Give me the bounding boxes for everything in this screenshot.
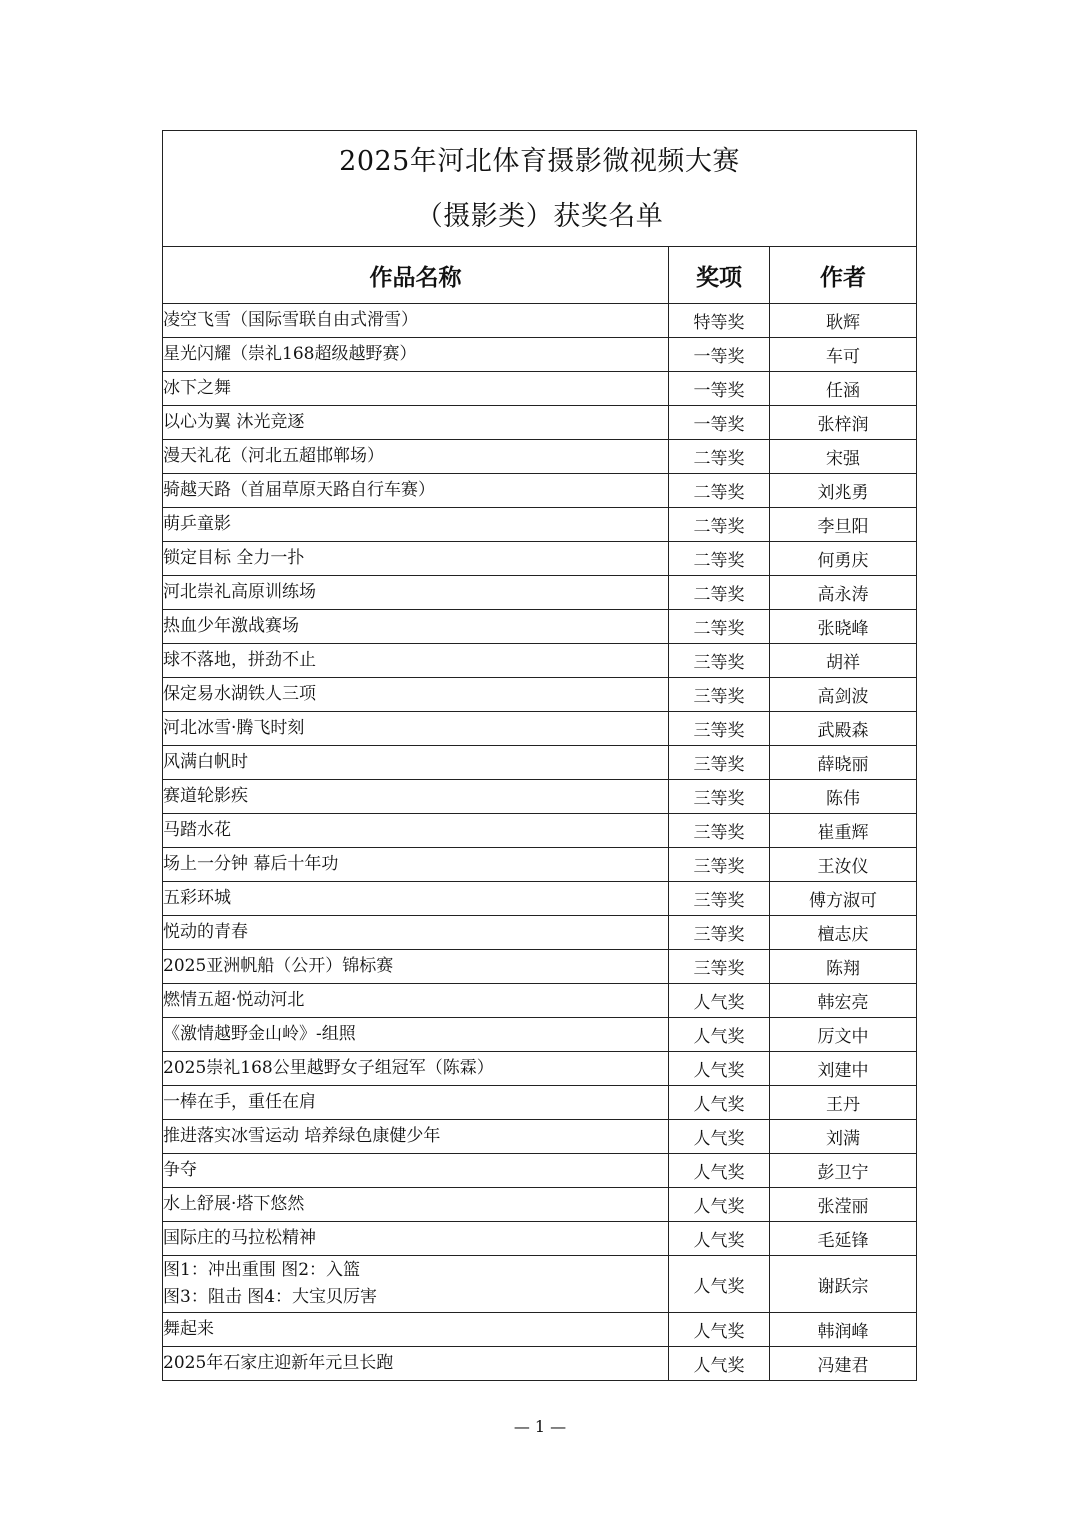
work-title-cell [163,542,669,576]
author-cell: 王丹 [770,1086,917,1120]
document-title [163,131,917,247]
award-rows [163,304,917,1381]
author-cell: 何勇庆 [770,542,917,576]
work-title-line: 以心为翼 沐光竞逐 [163,412,305,432]
award-cell: 人气奖 [669,1154,770,1188]
award-cell: 二等奖 [669,440,770,474]
award-cell: 三等奖 [669,746,770,780]
work-title-cell [163,712,669,746]
author-cell: 张梓润 [770,406,917,440]
work-title-cell [163,372,669,406]
author-cell: 檀志庆 [770,916,917,950]
award-cell: 二等奖 [669,474,770,508]
work-title-line: 星光闪耀（崇礼168超级越野赛） [163,344,417,364]
award-cell: 人气奖 [669,1256,770,1313]
author-cell: 韩润峰 [770,1313,917,1347]
table-row [163,1222,917,1256]
work-title-line: 马踏水花 [163,820,231,840]
table-row [163,440,917,474]
author-cell: 毛延锋 [770,1222,917,1256]
award-cell: 二等奖 [669,542,770,576]
column-header-author: 作者 [770,247,917,304]
work-title-line: 一棒在手，重任在肩 [163,1092,316,1112]
table-row [163,304,917,338]
award-cell: 二等奖 [669,610,770,644]
author-cell: 谢跃宗 [770,1256,917,1313]
work-title-line: 赛道轮影疾 [163,786,248,806]
work-title-line: 舞起来 [163,1319,214,1339]
award-cell: 人气奖 [669,1120,770,1154]
award-cell: 人气奖 [669,1086,770,1120]
table-row [163,1188,917,1222]
work-title-cell [163,338,669,372]
work-title-cell [163,304,669,338]
work-title-line: 凌空飞雪（国际雪联自由式滑雪） [163,310,418,330]
author-cell: 高永涛 [770,576,917,610]
work-title-line: 河北崇礼高原训练场 [163,582,316,602]
work-title-cell [163,814,669,848]
table-row [163,882,917,916]
table-row [163,1086,917,1120]
work-title-cell [163,882,669,916]
author-cell: 彭卫宁 [770,1154,917,1188]
table-row [163,712,917,746]
work-title-line: 风满白帆时 [163,752,248,772]
work-title-line: 2025年石家庄迎新年元旦长跑 [163,1353,394,1373]
column-header-work: 作品名称 [163,247,669,304]
author-cell: 张晓峰 [770,610,917,644]
award-cell: 三等奖 [669,644,770,678]
award-cell: 特等奖 [669,304,770,338]
table-row [163,746,917,780]
work-title-line: 锁定目标 全力一扑 [163,548,305,568]
award-table [162,130,917,1381]
author-cell: 刘满 [770,1120,917,1154]
table-row [163,1256,917,1313]
author-cell: 厉文中 [770,1018,917,1052]
work-title-line: 争夺 [163,1160,197,1180]
work-title-line: 水上舒展·塔下悠然 [163,1194,305,1214]
work-title-line: 球不落地，拼劲不止 [163,650,316,670]
title-row [163,131,917,247]
page-number: — 1 — [513,1417,567,1436]
author-cell: 耿辉 [770,304,917,338]
work-title-cell [163,848,669,882]
award-cell: 三等奖 [669,916,770,950]
award-cell: 人气奖 [669,1052,770,1086]
work-title-cell [163,678,669,712]
work-title-line: 热血少年激战赛场 [163,616,299,636]
work-title-cell [163,1018,669,1052]
work-title-cell [163,1222,669,1256]
table-row [163,576,917,610]
award-cell: 人气奖 [669,984,770,1018]
author-cell: 刘兆勇 [770,474,917,508]
table-row [163,610,917,644]
work-title-cell [163,576,669,610]
work-title-cell [163,644,669,678]
title-line-2: （摄影类）获奖名单 [415,200,664,232]
work-title-line: 河北冰雪·腾飞时刻 [163,718,305,738]
award-cell: 一等奖 [669,338,770,372]
work-title-line: 燃情五超·悦动河北 [163,990,305,1010]
work-title-cell [163,610,669,644]
work-title-line: 漫天礼花（河北五超邯郸场） [163,446,384,466]
author-cell: 傅方淑可 [770,882,917,916]
author-cell: 任涵 [770,372,917,406]
work-title-line: 图3：阻击 图4：大宝贝厉害 [163,1287,378,1307]
table-row [163,678,917,712]
table-row [163,508,917,542]
author-cell: 冯建君 [770,1347,917,1381]
table-row [163,1313,917,1347]
award-cell: 二等奖 [669,576,770,610]
author-cell: 薛晓丽 [770,746,917,780]
table-row [163,950,917,984]
work-title-cell [163,508,669,542]
table-row [163,780,917,814]
work-title-cell [163,1120,669,1154]
award-cell: 三等奖 [669,950,770,984]
table-row [163,474,917,508]
work-title-cell [163,1052,669,1086]
work-title-cell [163,474,669,508]
work-title-cell [163,1256,669,1313]
award-cell: 人气奖 [669,1188,770,1222]
author-cell: 崔重辉 [770,814,917,848]
award-cell: 三等奖 [669,848,770,882]
work-title-cell [163,984,669,1018]
work-title-line: 冰下之舞 [163,378,231,398]
table-row [163,406,917,440]
award-cell: 人气奖 [669,1018,770,1052]
work-title-line: 五彩环城 [163,888,231,908]
column-header-award: 奖项 [669,247,770,304]
author-cell: 车可 [770,338,917,372]
work-title-line: 2025崇礼168公里越野女子组冠军（陈霖） [163,1058,494,1078]
work-title-cell [163,780,669,814]
work-title-line: 国际庄的马拉松精神 [163,1228,316,1248]
author-cell: 宋强 [770,440,917,474]
work-title-line: 悦动的青春 [163,922,248,942]
work-title-cell [163,746,669,780]
work-title-line: 推进落实冰雪运动 培养绿色康健少年 [163,1126,441,1146]
work-title-line: 图1：冲出重围 图2：入篮 [163,1260,361,1280]
work-title-line: 骑越天路（首届草原天路自行车赛） [163,480,435,500]
award-cell: 三等奖 [669,780,770,814]
work-title-cell [163,440,669,474]
author-cell: 高剑波 [770,678,917,712]
author-cell: 陈伟 [770,780,917,814]
table-row [163,814,917,848]
award-cell: 三等奖 [669,712,770,746]
award-cell: 人气奖 [669,1313,770,1347]
work-title-cell [163,1188,669,1222]
work-title-cell [163,1347,669,1381]
work-title-cell [163,1154,669,1188]
award-list-sheet [162,130,916,1381]
work-title-cell [163,1313,669,1347]
work-title-line: 《激情越野金山岭》-组照 [163,1024,356,1044]
award-cell: 一等奖 [669,406,770,440]
award-cell: 三等奖 [669,814,770,848]
author-cell: 武殿森 [770,712,917,746]
award-cell: 一等奖 [669,372,770,406]
table-row [163,644,917,678]
table-row [163,848,917,882]
author-cell: 王汝仪 [770,848,917,882]
award-cell: 人气奖 [669,1222,770,1256]
award-cell: 三等奖 [669,882,770,916]
table-row [163,542,917,576]
author-cell: 韩宏亮 [770,984,917,1018]
author-cell: 张滢丽 [770,1188,917,1222]
work-title-cell [163,1086,669,1120]
work-title-cell [163,406,669,440]
work-title-cell [163,916,669,950]
table-row [163,1052,917,1086]
table-row [163,1347,917,1381]
table-row [163,338,917,372]
author-cell: 刘建中 [770,1052,917,1086]
author-cell: 胡祥 [770,644,917,678]
award-cell: 三等奖 [669,678,770,712]
title-line-1: 2025年河北体育摄影微视频大赛 [339,145,740,177]
table-row [163,1018,917,1052]
table-row [163,1154,917,1188]
work-title-line: 场上一分钟 幕后十年功 [163,854,339,874]
table-row [163,916,917,950]
work-title-line: 萌乒童影 [163,514,231,534]
work-title-line: 保定易水湖铁人三项 [163,684,316,704]
author-cell: 陈翔 [770,950,917,984]
award-cell: 二等奖 [669,508,770,542]
column-header-row [163,247,917,304]
work-title-cell [163,950,669,984]
award-cell: 人气奖 [669,1347,770,1381]
author-cell: 李旦阳 [770,508,917,542]
table-row [163,1120,917,1154]
work-title-line: 2025亚洲帆船（公开）锦标赛 [163,956,394,976]
table-row [163,984,917,1018]
table-row [163,372,917,406]
